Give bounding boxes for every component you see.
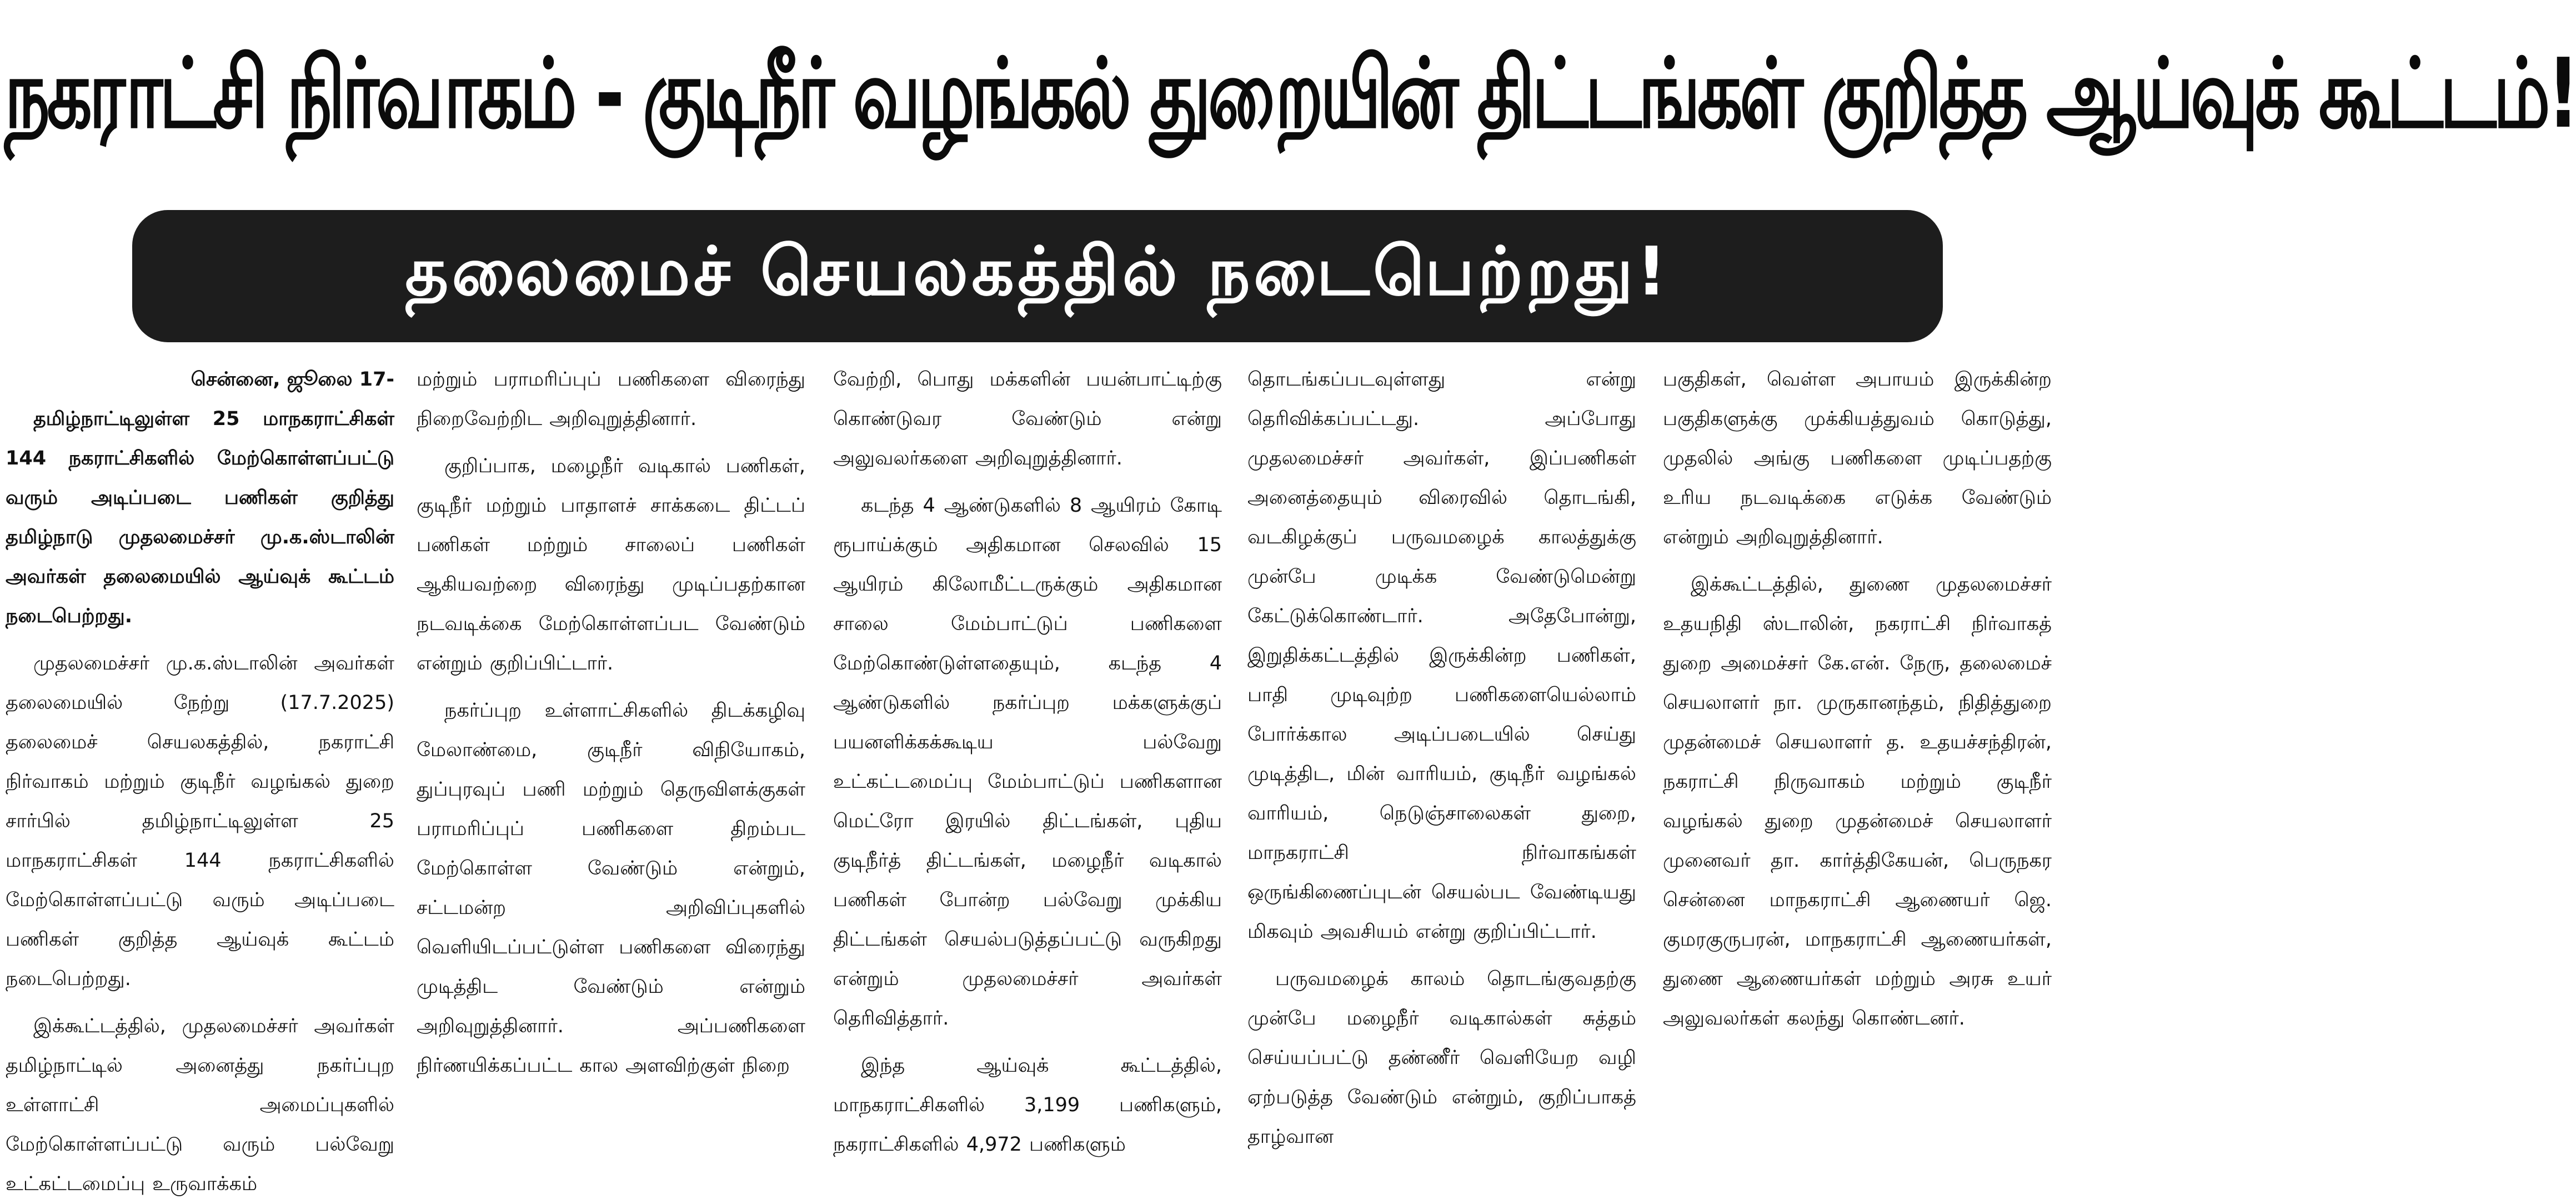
subheading-text: தலைமைச் செயலகத்தில் நடைபெற்றது!	[405, 233, 1670, 311]
article-column-5	[1663, 360, 2052, 1175]
article-column-3	[833, 360, 1222, 1175]
body-paragraph: இக்கூட்டத்தில், துணை முதலமைச்சர் உதயநிதி ஸ்டாலின், நகராட்சி நிர்வாகத் துறை அமைச்சர் கே.என். நேரு, தலைமைச் செயலாளர் நா. முருகானந்தம், நிதித்துறை முதன்மைச் செயலாளர் த. உதயச்சந்திரன், நகராட்சி நிருவாகம் மற்றும் குடிநீர் வழங்கல் துறை முதன்மைச் செயலாளர் முனைவர் தா. கார்த்திகேயன், பெருநகர சென்னை மாநகராட்சி ஆணையர் ஜெ. குமரகுருபரன், மாநகராட்சி ஆணையர்கள், துணை ஆணையர்கள் மற்றும் அரசு உயர் அலுவலர்கள் கலந்து கொண்டனர்.	[1663, 573, 2052, 1030]
article-headline: நகராட்சி நிர்வாகம் - குடிநீர் வழங்கல் துறையின் திட்டங்கள் குறித்த ஆய்வுக் கூட்டம்!	[4, 38, 2576, 150]
article-column-4	[1247, 360, 1636, 1175]
body-paragraph: வேற்றி, பொது மக்களின் பயன்பாட்டிற்கு கொண்டுவர வேண்டும் என்று அலுவலர்களை அறிவுறுத்தினார்.	[833, 368, 1222, 469]
body-paragraph: இந்த ஆய்வுக் கூட்டத்தில், மாநகராட்சிகளில் 3,199 பணிகளும், நகராட்சிகளில் 4,972 பணிகளும்	[833, 1055, 1222, 1156]
lead-paragraph: தமிழ்நாட்டிலுள்ள 25 மாநகராட்சிகள் 144 நகராட்சிகளில் மேற்கொள்ளப்பட்டு வரும் அடிப்படை பணிகள் குறித்து தமிழ்நாடு முதலமைச்சர் மு.க.ஸ்டாலின் அவர்கள் தலைமையில் ஆய்வுக் கூட்டம் நடைபெற்றது.	[6, 408, 394, 627]
article-column-1	[6, 360, 394, 1195]
body-paragraph: இக்கூட்டத்தில், முதலமைச்சர் அவர்கள் தமிழ்நாட்டில் அனைத்து நகர்ப்புற உள்ளாட்சி அமைப்புகளில் மேற்கொள்ளப்பட்டு வரும் பல்வேறு உட்கட்டமைப்பு உருவாக்கம்	[6, 1015, 394, 1195]
subheading-banner	[132, 210, 1943, 342]
dateline: சென்னை, ஜூலை 17-	[191, 368, 394, 391]
body-paragraph: பருவமழைக் காலம் தொடங்குவதற்கு முன்பே மழைநீர் வடிகால்கள் சுத்தம் செய்யப்பட்டு தண்ணீர் வெளியேற வழி ஏற்படுத்த வேண்டும் என்றும், குறிப்பாகத் தாழ்வான	[1247, 968, 1636, 1148]
body-paragraph: நகர்ப்புற உள்ளாட்சிகளில் திடக்கழிவு மேலாண்மை, குடிநீர் விநியோகம், துப்புரவுப் பணி மற்றும் தெருவிளக்குகள் பராமரிப்புப் பணிகளை திறம்பட மேற்கொள்ள வேண்டும் என்றும், சட்டமன்ற அறிவிப்புகளில் வெளியிடப்பட்டுள்ள பணிகளை விரைந்து முடித்திட வேண்டும் என்றும் அறிவுறுத்தினார். அப்பணிகளை நிர்ணயிக்கப்பட்ட கால அளவிற்குள் நிறை	[417, 700, 805, 1077]
body-paragraph: பகுதிகள், வெள்ள அபாயம் இருக்கின்ற பகுதிகளுக்கு முக்கியத்துவம் கொடுத்து, முதலில் அங்கு பணிகளை முடிப்பதற்கு உரிய நடவடிக்கை எடுக்க வேண்டும் என்றும் அறிவுறுத்தினார்.	[1663, 368, 2052, 548]
body-paragraph: மற்றும் பராமரிப்புப் பணிகளை விரைந்து நிறைவேற்றிட அறிவுறுத்தினார்.	[417, 368, 805, 430]
body-paragraph: குறிப்பாக, மழைநீர் வடிகால் பணிகள், குடிநீர் மற்றும் பாதாளச் சாக்கடை திட்டப் பணிகள் மற்றும் சாலைப் பணிகள் ஆகியவற்றை விரைந்து முடிப்பதற்கான நடவடிக்கை மேற்கொள்ளப்பட வேண்டும் என்றும் குறிப்பிட்டார்.	[417, 455, 805, 675]
body-paragraph: முதலமைச்சர் மு.க.ஸ்டாலின் அவர்கள் தலைமையில் நேற்று (17.7.2025) தலைமைச் செயலகத்தில், நகராட்சி நிர்வாகம் மற்றும் குடிநீர் வழங்கல் துறை சார்பில் தமிழ்நாட்டிலுள்ள 25 மாநகராட்சிகள் 144 நகராட்சிகளில் மேற்கொள்ளப்பட்டு வரும் அடிப்படை பணிகள் குறித்த ஆய்வுக் கூட்டம் நடைபெற்றது.	[6, 652, 394, 990]
body-paragraph: கடந்த 4 ஆண்டுகளில் 8 ஆயிரம் கோடி ரூபாய்க்கும் அதிகமான செலவில் 15 ஆயிரம் கிலோமீட்டருக்கும் அதிகமான சாலை மேம்பாட்டுப் பணிகளை மேற்கொண்டுள்ளதையும், கடந்த 4 ஆண்டுகளில் நகர்ப்புற மக்களுக்குப் பயனளிக்கக்கூடிய பல்வேறு உட்கட்டமைப்பு மேம்பாட்டுப் பணிகளான மெட்ரோ இரயில் திட்டங்கள், புதிய குடிநீர்த் திட்டங்கள், மழைநீர் வடிகால் பணிகள் போன்ற பல்வேறு முக்கிய திட்டங்கள் செயல்படுத்தப்பட்டு வருகிறது என்றும் முதலமைச்சர் அவர்கள் தெரிவித்தார்.	[833, 494, 1222, 1030]
article-column-2	[417, 360, 805, 1175]
body-paragraph: தொடங்கப்படவுள்ளது என்று தெரிவிக்கப்பட்டது. அப்போது முதலமைச்சர் அவர்கள், இப்பணிகள் அனைத்தையும் விரைவில் தொடங்கி, வடகிழக்குப் பருவமழைக் காலத்துக்கு முன்பே முடிக்க வேண்டுமென்று கேட்டுக்கொண்டார். அதேபோன்று, இறுதிக்கட்டத்தில் இருக்கின்ற பணிகள், பாதி முடிவுற்ற பணிகளையெல்லாம் போர்க்கால அடிப்படையில் செய்து முடித்திட, மின் வாரியம், குடிநீர் வழங்கல் வாரியம், நெடுஞ்சாலைகள் துறை, மாநகராட்சி நிர்வாகங்கள் ஒருங்கிணைப்புடன் செயல்பட வேண்டியது மிகவும் அவசியம் என்று குறிப்பிட்டார்.	[1247, 368, 1636, 943]
